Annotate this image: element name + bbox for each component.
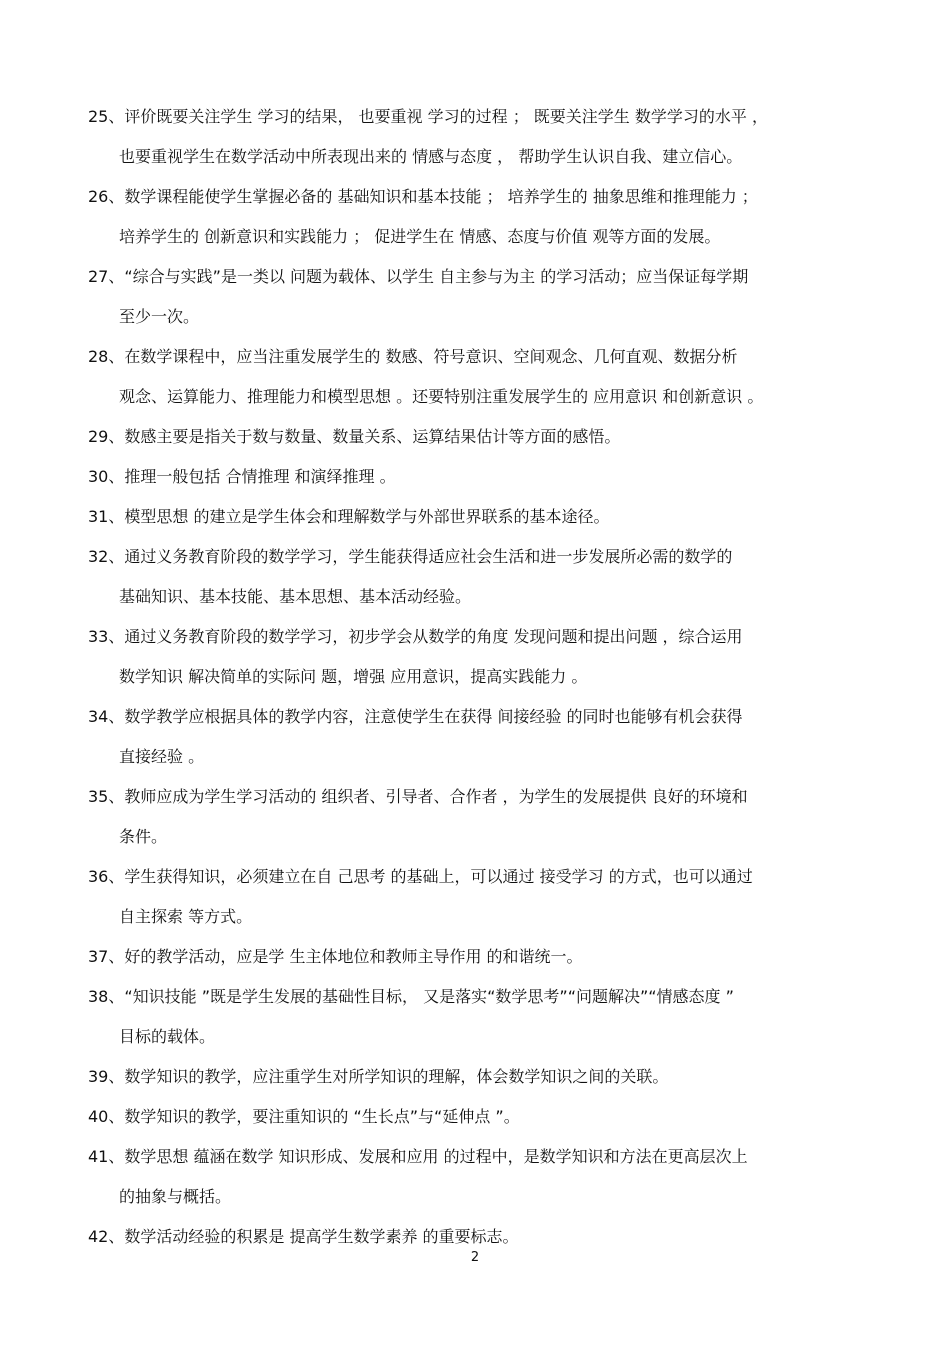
- item-continuation-text: 自主探索 等方式。: [119, 907, 253, 926]
- item-text: 30、推理一般包括 合情推理 和演绎推理 。: [88, 467, 396, 486]
- list-item: [88, 344, 878, 424]
- list-item: [88, 104, 878, 184]
- item-text: 27、“综合与实践”是一类以 问题为载体、以学生 自主参与为主 的学习活动；应当保证每学期: [88, 267, 749, 286]
- list-item: [88, 504, 878, 544]
- list-item: [88, 1144, 878, 1224]
- list-item: [88, 464, 878, 504]
- page-number: 2: [470, 1250, 480, 1265]
- item-text: 25、评价既要关注学生 学习的结果， 也要重视 学习的过程 ； 既要关注学生 数学学习的水平 ，: [88, 107, 768, 126]
- item-text: 40、数学知识的教学，要注重知识的 “生长点”与“延伸点 ”。: [88, 1107, 520, 1126]
- item-continuation-text: 培养学生的 创新意识和实践能力 ； 促进学生在 情感、态度与价值 观等方面的发展。: [119, 227, 721, 246]
- item-text: 34、数学教学应根据具体的教学内容，注意使学生在获得 间接经验 的同时也能够有机会获得: [88, 707, 743, 726]
- list-item: [88, 624, 878, 704]
- list-item: [88, 264, 878, 344]
- item-text: 38、“知识技能 ”既是学生发展的基础性目标， 又是落实“数学思考”“问题解决”“情感态度 ”: [88, 987, 734, 1006]
- item-text: 29、数感主要是指关于数与数量、数量关系、运算结果估计等方面的感悟。: [88, 427, 621, 446]
- list-item: [88, 944, 878, 984]
- list-item: [88, 784, 878, 864]
- list-item: [88, 864, 878, 944]
- item-continuation-text: 的抽象与概括。: [119, 1187, 232, 1206]
- list-item: [88, 544, 878, 624]
- list-item: [88, 1104, 878, 1144]
- item-text: 37、好的教学活动，应是学 生主体地位和教师主导作用 的和谐统一。: [88, 947, 583, 966]
- item-text: 39、数学知识的教学，应注重学生对所学知识的理解，体会数学知识之间的关联。: [88, 1067, 669, 1086]
- item-text: 42、数学活动经验的积累是 提高学生数学素养 的重要标志。: [88, 1227, 519, 1246]
- list-item: [88, 704, 878, 784]
- list-item: [88, 984, 878, 1064]
- list-item: [88, 184, 878, 264]
- item-continuation-text: 目标的载体。: [119, 1027, 216, 1046]
- list-item: [88, 1064, 878, 1104]
- item-continuation-text: 观念、运算能力、推理能力和模型思想 。还要特别注重发展学生的 应用意识 和创新意识 。: [119, 387, 764, 406]
- item-text: 33、通过义务教育阶段的数学学习，初步学会从数学的角度 发现问题和提出问题 ，综合运用: [88, 627, 743, 646]
- item-continuation-text: 条件。: [119, 827, 168, 846]
- item-text: 41、数学思想 蕴涵在数学 知识形成、发展和应用 的过程中，是数学知识和方法在更高层次上: [88, 1147, 748, 1166]
- question-list: [88, 104, 878, 1264]
- item-continuation-text: 至少一次。: [119, 307, 200, 326]
- item-text: 28、在数学课程中，应当注重发展学生的 数感、符号意识、空间观念、几何直观、数据分析: [88, 347, 738, 366]
- item-continuation-text: 也要重视学生在数学活动中所表现出来的 情感与态度 ， 帮助学生认识自我、建立信心。: [119, 147, 743, 166]
- item-continuation-text: 基础知识、基本技能、基本思想、基本活动经验。: [119, 587, 472, 606]
- list-item: [88, 424, 878, 464]
- item-text: 32、通过义务教育阶段的数学学习，学生能获得适应社会生活和进一步发展所必需的数学的: [88, 547, 733, 566]
- item-text: 36、学生获得知识，必须建立在自 己思考 的基础上，可以通过 接受学习 的方式，也可以通过: [88, 867, 753, 886]
- item-continuation-text: 直接经验 。: [119, 747, 205, 766]
- item-text: 26、数学课程能使学生掌握必备的 基础知识和基本技能 ； 培养学生的 抽象思维和推理能力 ；: [88, 187, 758, 206]
- item-text: 31、模型思想 的建立是学生体会和理解数学与外部世界联系的基本途径。: [88, 507, 610, 526]
- item-continuation-text: 数学知识 解决简单的实际问 题，增强 应用意识，提高实践能力 。: [119, 667, 588, 686]
- item-text: 35、教师应成为学生学习活动的 组织者、引导者、合作者 ，为学生的发展提供 良好的环境和: [88, 787, 748, 806]
